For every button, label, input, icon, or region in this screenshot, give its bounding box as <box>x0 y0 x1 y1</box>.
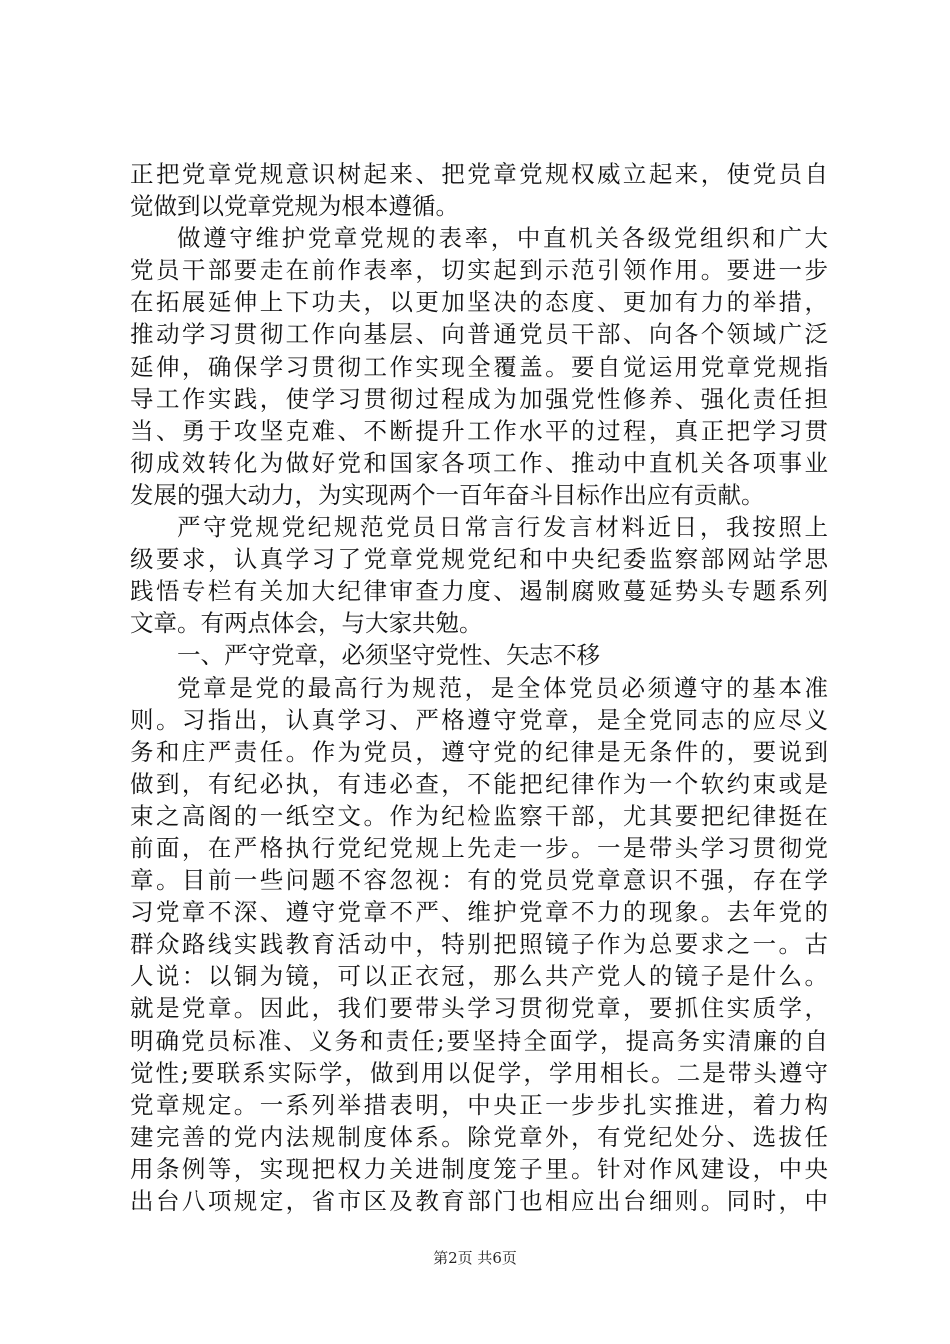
text-line: 觉性;要联系实际学，做到用以促学，学用相长。二是带头遵守 <box>130 1058 828 1087</box>
text-line: 彻成效转化为做好党和国家各项工作、推动中直机关各项事业 <box>130 448 828 477</box>
text-line: 人说：以铜为镜，可以正衣冠，那么共产党人的镜子是什么。 <box>130 962 828 991</box>
text-line: 党章规定。一系列举措表明，中央正一步步扎实推进，着力构 <box>130 1090 828 1119</box>
text-line: 文章。有两点体会，与大家共勉。 <box>130 609 483 638</box>
text-line: 觉做到以党章党规为根本遵循。 <box>130 192 459 221</box>
text-line: 用条例等，实现把权力关进制度笼子里。针对作风建设，中央 <box>130 1154 828 1183</box>
text-line: 严守党规党纪规范党员日常言行发言材料近日，我按照上 <box>177 513 828 542</box>
text-line: 前面，在严格执行党纪党规上先走一步。一是带头学习贯彻党 <box>130 833 828 862</box>
text-line: 习党章不深、遵守党章不严、维护党章不力的现象。去年党的 <box>130 898 828 927</box>
text-line: 发展的强大动力，为实现两个一百年奋斗目标作出应有贡献。 <box>130 480 765 509</box>
text-line: 党章是党的最高行为规范，是全体党员必须遵守的基本准 <box>177 673 828 702</box>
text-line: 建完善的党内法规制度体系。除党章外，有党纪处分、选拔任 <box>130 1122 828 1151</box>
text-line: 则。习指出，认真学习、严格遵守党章，是全党同志的应尽义 <box>130 705 828 734</box>
text-line: 做到，有纪必执，有违必查，不能把纪律作为一个软约束或是 <box>130 769 828 798</box>
document-body <box>130 158 828 1217</box>
text-line: 做遵守维护党章党规的表率，中直机关各级党组织和广大 <box>177 224 828 253</box>
text-line: 党员干部要走在前作表率，切实起到示范引领作用。要进一步 <box>130 256 828 285</box>
text-line: 出台八项规定，省市区及教育部门也相应出台细则。同时，中 <box>130 1187 828 1215</box>
page-indicator: 第2页 共6页 <box>433 1249 517 1267</box>
text-line: 务和庄严责任。作为党员，遵守党的纪律是无条件的，要说到 <box>130 737 828 766</box>
text-line: 导工作实践，使学习贯彻过程成为加强党性修养、强化责任担 <box>130 384 828 413</box>
text-line: 级要求，认真学习了党章党规党纪和中央纪委监察部网站学思 <box>130 545 828 574</box>
text-line: 延伸，确保学习贯彻工作实现全覆盖。要自觉运用党章党规指 <box>130 352 828 381</box>
text-line: 群众路线实践教育活动中，特别把照镜子作为总要求之一。古 <box>130 930 828 959</box>
text-line: 明确党员标准、义务和责任;要坚持全面学，提高务实清廉的自 <box>130 1026 828 1055</box>
page-footer <box>0 1248 950 1268</box>
text-line: 推动学习贯彻工作向基层、向普通党员干部、向各个领域广泛 <box>130 320 828 349</box>
text-line: 就是党章。因此，我们要带头学习贯彻党章，要抓住实质学， <box>130 994 828 1023</box>
text-line: 束之高阁的一纸空文。作为纪检监察干部，尤其要把纪律挺在 <box>130 801 828 830</box>
text-line: 当、勇于攻坚克难、不断提升工作水平的过程，真正把学习贯 <box>130 416 828 445</box>
text-line: 正把党章党规意识树起来、把党章党规权威立起来，使党员自 <box>130 160 828 188</box>
text-line: 章。目前一些问题不容忽视：有的党员党章意识不强，存在学 <box>130 866 828 895</box>
text-line: 一、严守党章，必须坚守党性、矢志不移 <box>177 641 600 670</box>
text-line: 在拓展延伸上下功夫，以更加坚决的态度、更加有力的举措， <box>130 288 828 317</box>
text-line: 践悟专栏有关加大纪律审查力度、遏制腐败蔓延势头专题系列 <box>130 577 828 606</box>
